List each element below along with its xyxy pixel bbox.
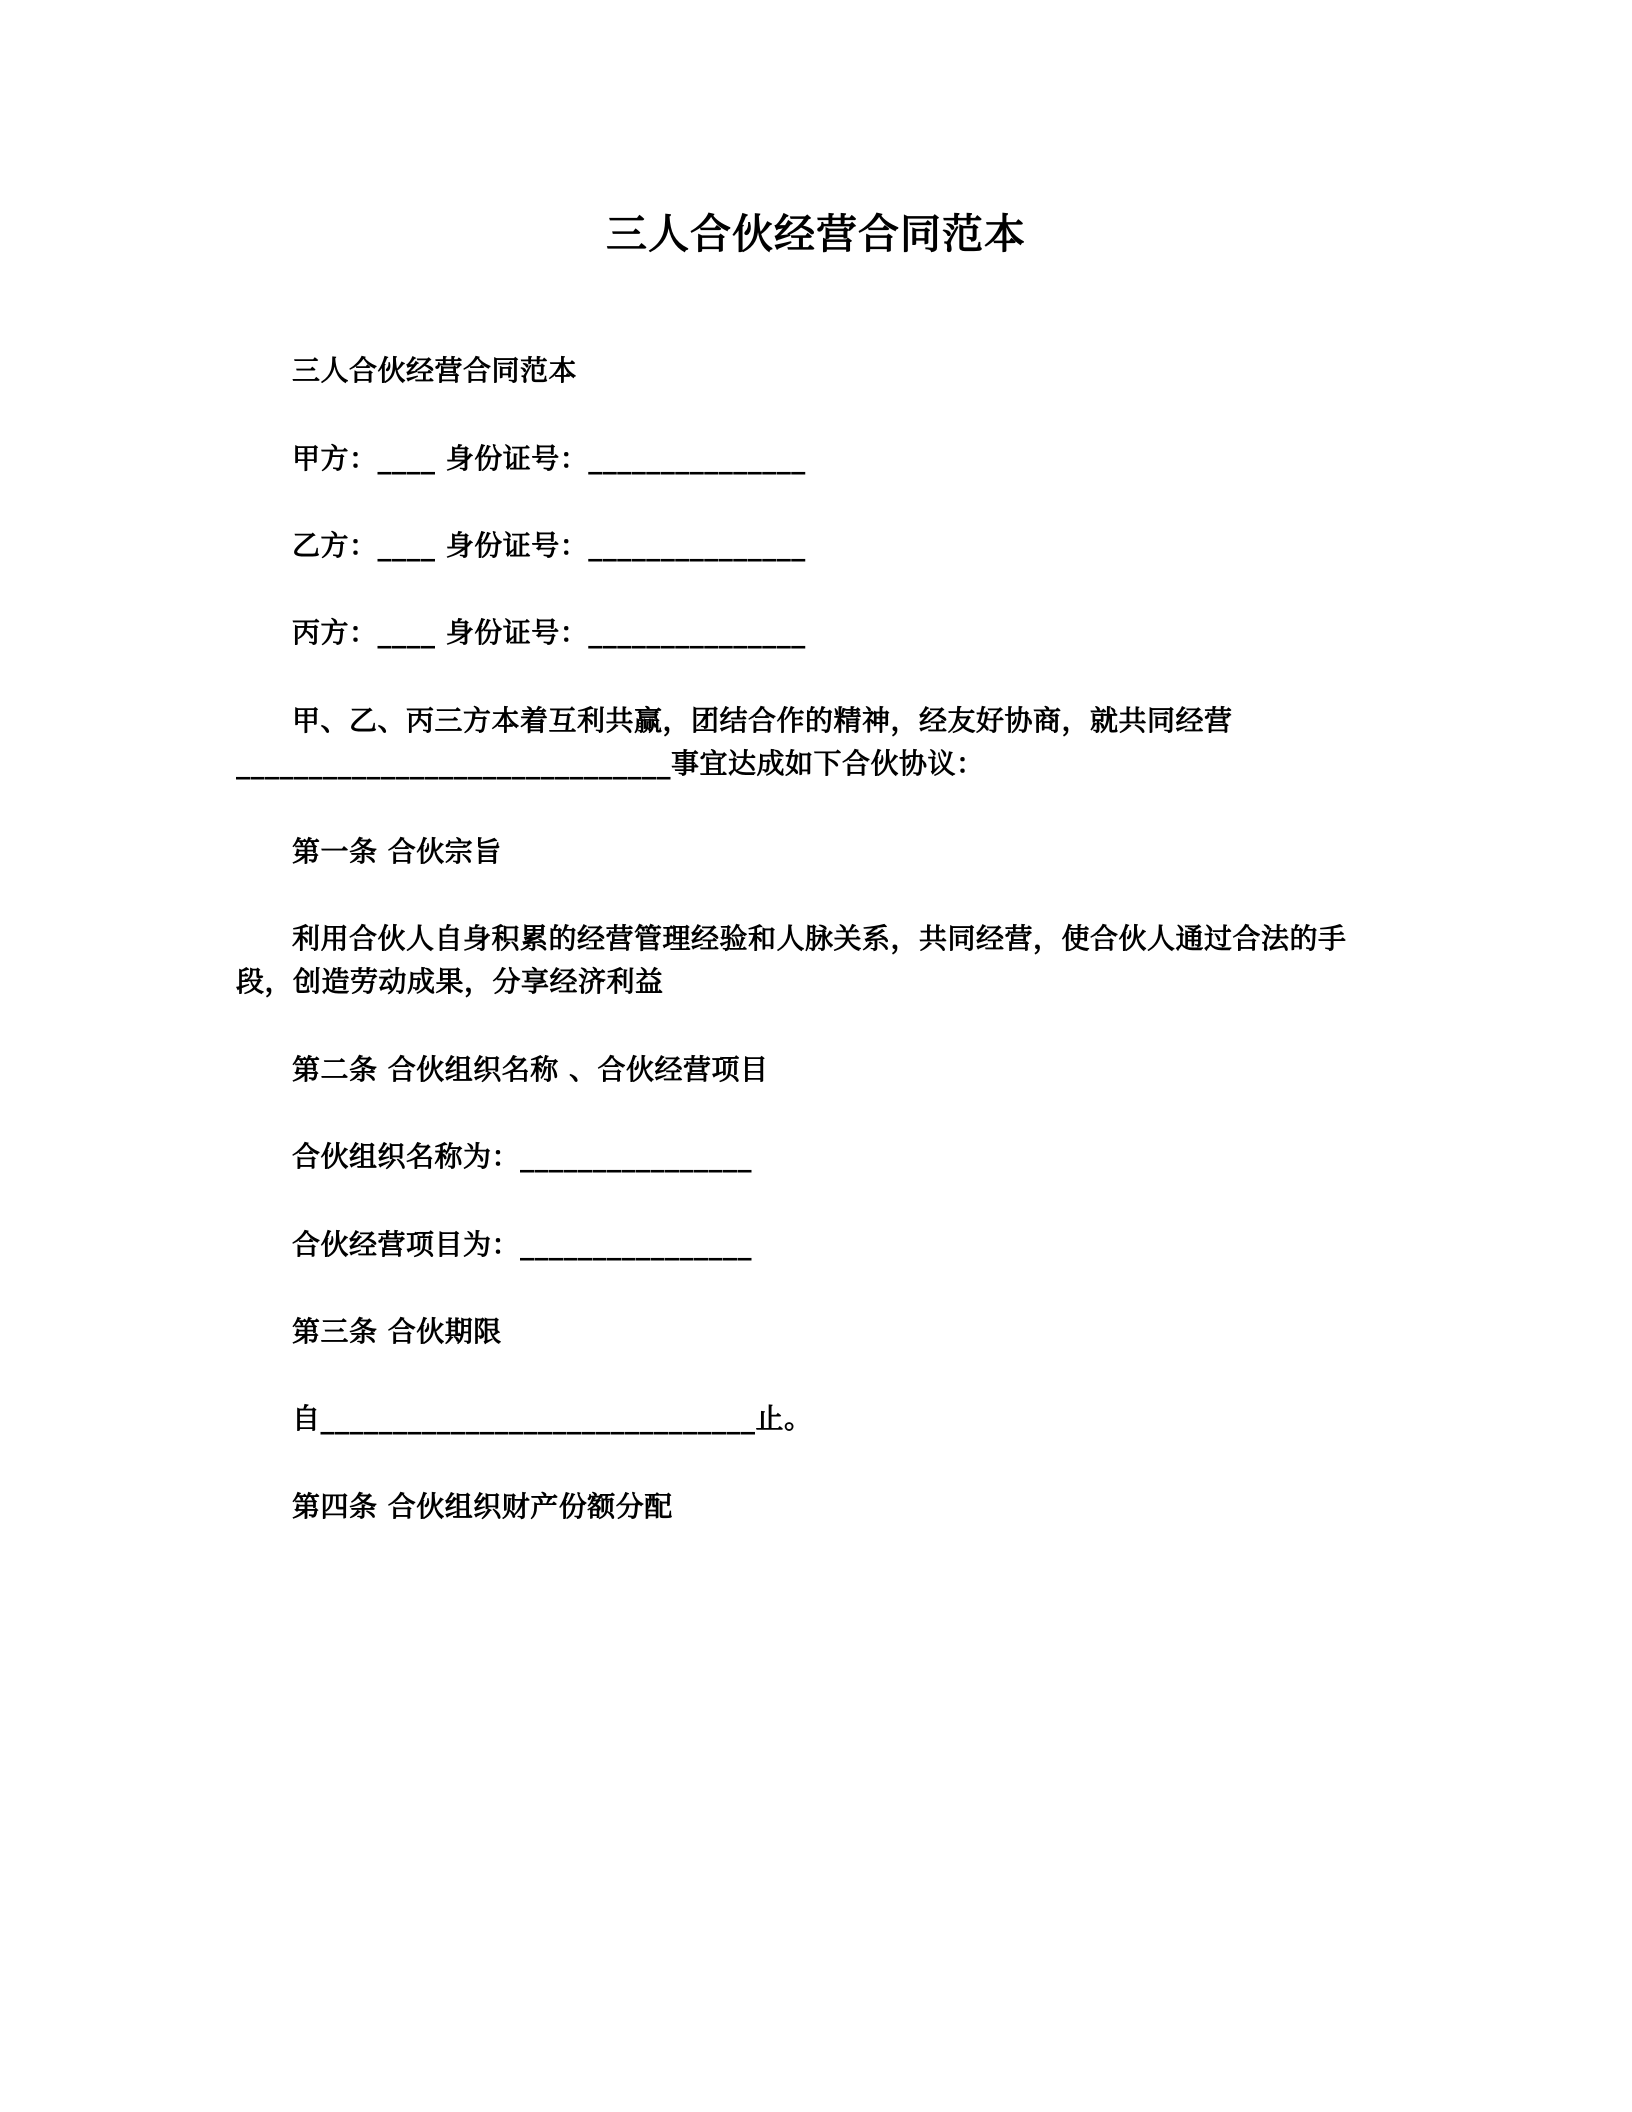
paragraph-party-a: 甲方：____ 身份证号：_______________: [292, 441, 806, 475]
paragraph-heading-repeat: 三人合伙经营合同范本: [292, 354, 578, 388]
paragraph-preamble: 甲、乙、丙三方本着互利共赢，团结合作的精神，经友好协商，就共同经营______________________________事宜达成如下合伙协议：: [236, 703, 1233, 781]
paragraph-party-b: 乙方：____ 身份证号：_______________: [292, 529, 806, 563]
paragraph-article-2-project: 合伙经营项目为：________________: [292, 1227, 753, 1261]
paragraph-article-2-name: 合伙组织名称为：________________: [292, 1140, 753, 1174]
page-title: 三人合伙经营合同范本: [606, 210, 1026, 258]
paragraph-article-1-title: 第一条 合伙宗旨: [292, 834, 502, 868]
paragraph-article-1-body: 利用合伙人自身积累的经营管理经验和人脉关系，共同经营，使合伙人通过合法的手段，创造劳动成果，分享经济利益: [236, 922, 1347, 999]
paragraph-article-3-body: 自______________________________止。: [292, 1402, 813, 1436]
paragraph-article-3-title: 第三条 合伙期限: [292, 1314, 502, 1348]
paragraph-article-2-title: 第二条 合伙组织名称 、合伙经营项目: [292, 1052, 769, 1086]
document-body: [236, 261, 1396, 1528]
paragraph-article-4-title: 第四条 合伙组织财产份额分配: [292, 1489, 673, 1523]
paragraph-party-c: 丙方：____ 身份证号：_______________: [292, 616, 806, 650]
